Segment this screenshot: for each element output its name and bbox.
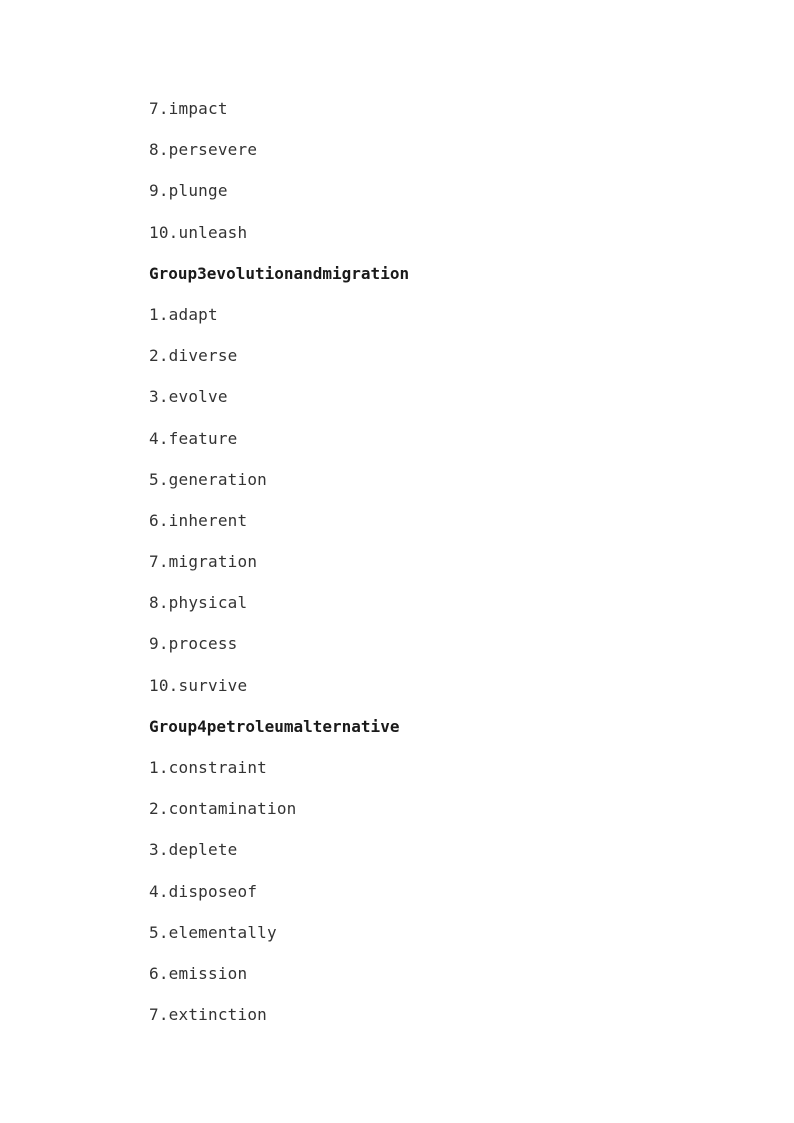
list-item: 5.generation: [149, 469, 267, 489]
list-item: 7.migration: [149, 552, 258, 572]
list-item: 5.elementally: [149, 922, 277, 942]
list-item: 7.impact: [149, 99, 228, 118]
list-item: 10.survive: [149, 675, 248, 695]
list-item: 2.diverse: [149, 346, 238, 366]
list-item: 6.inherent: [149, 510, 248, 530]
list-item: 1.adapt: [149, 304, 218, 324]
list-item: 10.unleash: [149, 222, 248, 242]
list-item: 6.emission: [149, 963, 248, 983]
list-item: 2.contamination: [149, 799, 297, 819]
list-item: 8.persevere: [149, 140, 258, 160]
list-item: 7.extinction: [149, 1005, 267, 1025]
list-item: 3.evolve: [149, 387, 228, 407]
list-item: 9.process: [149, 634, 238, 654]
list-item: 1.constraint: [149, 758, 267, 777]
list-item: 9.plunge: [149, 181, 228, 201]
word-list: [149, 97, 754, 1044]
list-item: 8.physical: [149, 593, 248, 613]
group-heading: Group4petroleumalternative: [149, 716, 400, 736]
list-item: 4.feature: [149, 428, 238, 448]
list-item: 4.disposeof: [149, 881, 258, 901]
list-item: 3.deplete: [149, 840, 238, 860]
group-heading: Group3evolutionandmigration: [149, 263, 410, 283]
